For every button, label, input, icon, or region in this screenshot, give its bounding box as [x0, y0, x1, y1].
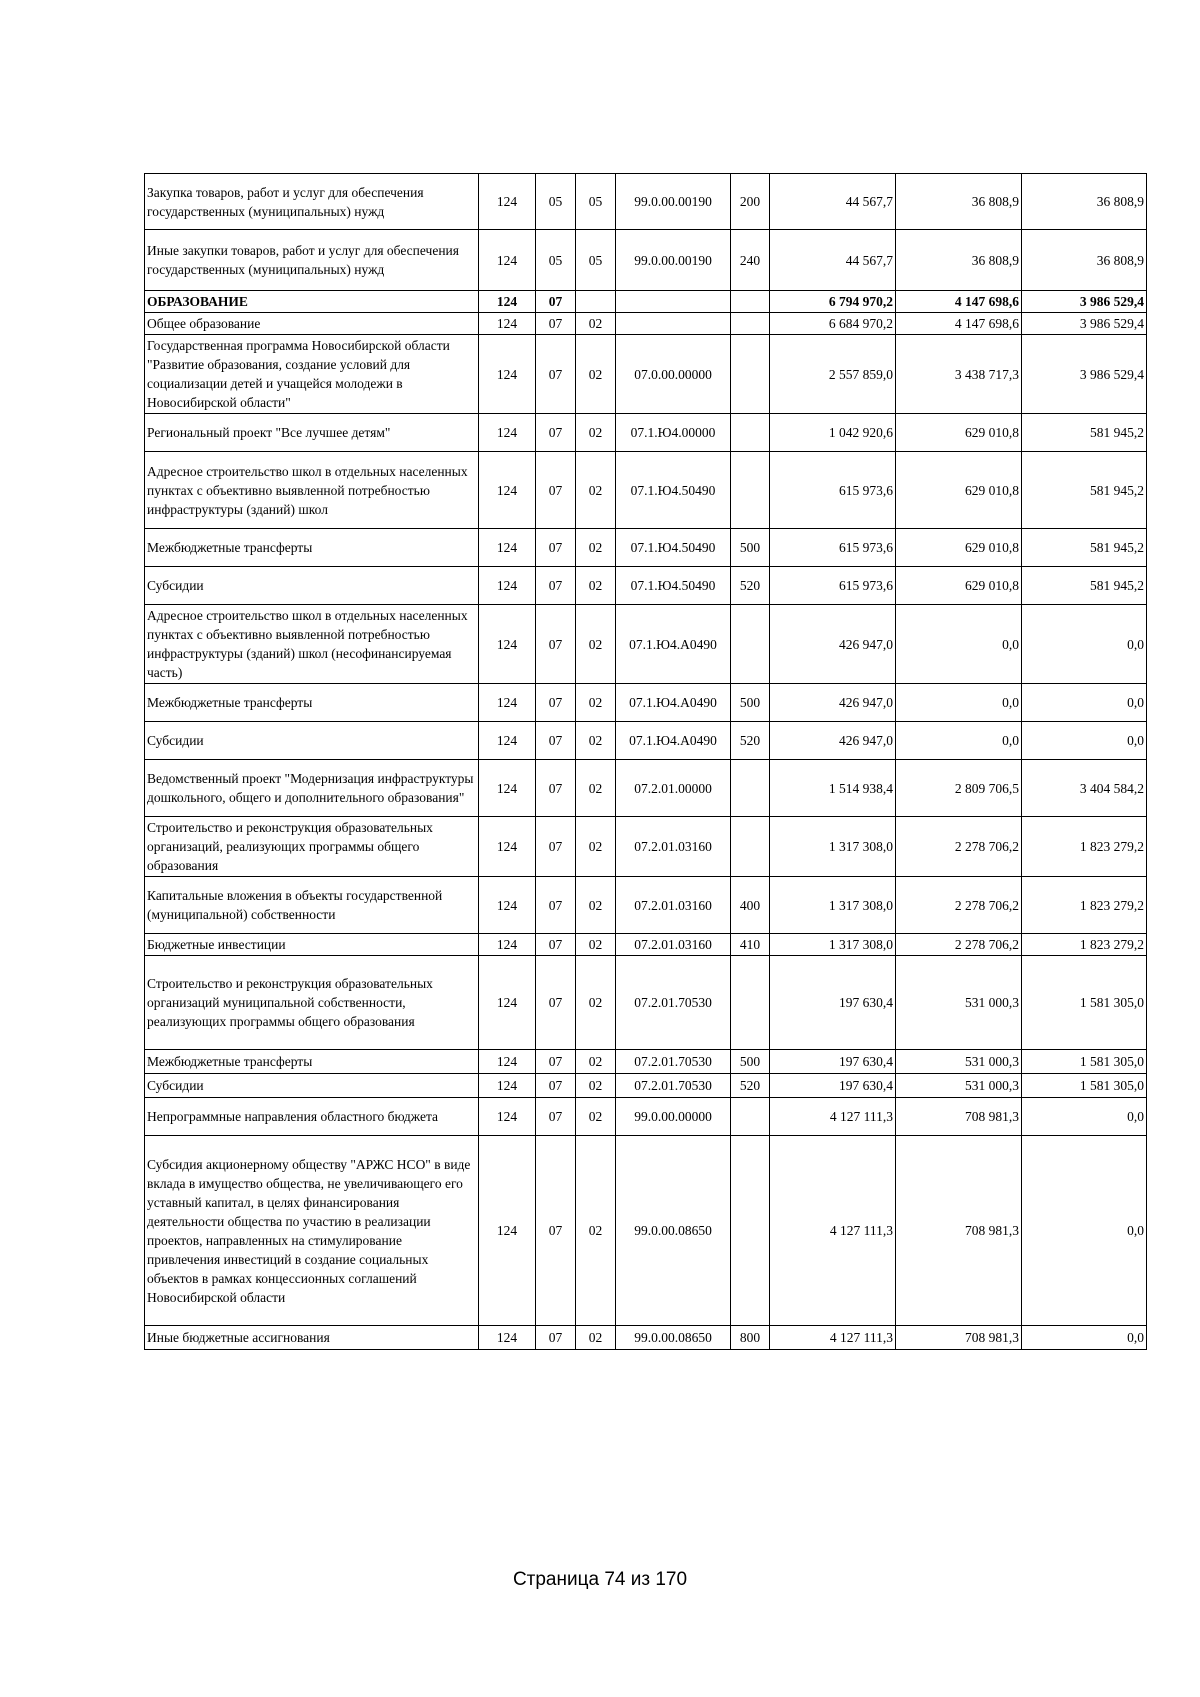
- row-amount-year2: 0,0: [896, 684, 1022, 722]
- row-target-article: 07.2.01.03160: [616, 817, 731, 877]
- row-expense-type: [731, 313, 770, 335]
- row-grbs: 124: [479, 452, 536, 529]
- table-row: [145, 414, 1147, 452]
- row-name: Субсидия акционерному обществу "АРЖС НСО" в виде вклада в имущество общества, не увеличивающего его уставный капитал, в целях финансирования деятельности общества по участию в реализации проектов, направленных на стимулирование привлечения инвестиций в создание социальных объектов в рамках концессионных соглашений Новосибирской области: [145, 1136, 479, 1326]
- row-amount-year3: 0,0: [1022, 722, 1147, 760]
- row-subsection: 02: [576, 760, 616, 817]
- row-amount-year1: 1 042 920,6: [770, 414, 896, 452]
- row-grbs: 124: [479, 291, 536, 313]
- row-expense-type: [731, 414, 770, 452]
- table-body: [145, 174, 1147, 1350]
- row-subsection: 02: [576, 335, 616, 414]
- row-expense-type: [731, 335, 770, 414]
- row-expense-type: [731, 1136, 770, 1326]
- row-name: Строительство и реконструкция образовательных организаций, реализующих программы общего образования: [145, 817, 479, 877]
- row-expense-type: [731, 817, 770, 877]
- row-expense-type: [731, 291, 770, 313]
- row-section: 07: [536, 1326, 576, 1350]
- row-section: 07: [536, 567, 576, 605]
- row-name: Субсидии: [145, 567, 479, 605]
- table-row: [145, 722, 1147, 760]
- row-amount-year1: 4 127 111,3: [770, 1326, 896, 1350]
- row-amount-year1: 615 973,6: [770, 567, 896, 605]
- row-amount-year2: 708 981,3: [896, 1098, 1022, 1136]
- row-grbs: 124: [479, 174, 536, 230]
- row-grbs: 124: [479, 414, 536, 452]
- row-target-article: 07.2.01.70530: [616, 956, 731, 1050]
- table-row: [145, 684, 1147, 722]
- row-section: 07: [536, 1074, 576, 1098]
- row-amount-year2: 531 000,3: [896, 1050, 1022, 1074]
- row-amount-year3: 1 823 279,2: [1022, 877, 1147, 934]
- row-grbs: 124: [479, 1074, 536, 1098]
- row-amount-year3: 36 808,9: [1022, 174, 1147, 230]
- row-amount-year2: 2 278 706,2: [896, 817, 1022, 877]
- row-subsection: 02: [576, 722, 616, 760]
- row-section: 05: [536, 230, 576, 291]
- row-subsection: [576, 291, 616, 313]
- row-amount-year3: 3 404 584,2: [1022, 760, 1147, 817]
- row-name: Непрограммные направления областного бюджета: [145, 1098, 479, 1136]
- row-subsection: 02: [576, 684, 616, 722]
- row-target-article: 99.0.00.08650: [616, 1326, 731, 1350]
- row-amount-year2: 531 000,3: [896, 956, 1022, 1050]
- row-target-article: 07.1.Ю4.00000: [616, 414, 731, 452]
- row-amount-year3: 0,0: [1022, 1326, 1147, 1350]
- row-amount-year3: 581 945,2: [1022, 414, 1147, 452]
- row-section: 07: [536, 1098, 576, 1136]
- row-amount-year3: 3 986 529,4: [1022, 291, 1147, 313]
- row-grbs: 124: [479, 684, 536, 722]
- row-amount-year2: 36 808,9: [896, 174, 1022, 230]
- row-section: 07: [536, 605, 576, 684]
- row-subsection: 02: [576, 934, 616, 956]
- row-amount-year2: 3 438 717,3: [896, 335, 1022, 414]
- row-amount-year1: 197 630,4: [770, 1050, 896, 1074]
- row-grbs: 124: [479, 335, 536, 414]
- table-row: [145, 452, 1147, 529]
- row-amount-year3: 1 581 305,0: [1022, 1074, 1147, 1098]
- row-name: Субсидии: [145, 1074, 479, 1098]
- row-amount-year2: 0,0: [896, 722, 1022, 760]
- row-target-article: 99.0.00.00000: [616, 1098, 731, 1136]
- row-amount-year1: 44 567,7: [770, 230, 896, 291]
- row-amount-year2: 531 000,3: [896, 1074, 1022, 1098]
- table-row: [145, 605, 1147, 684]
- row-section: 07: [536, 1136, 576, 1326]
- row-target-article: 07.1.Ю4.50490: [616, 567, 731, 605]
- row-grbs: 124: [479, 1326, 536, 1350]
- table-row: [145, 567, 1147, 605]
- row-target-article: 07.1.Ю4.50490: [616, 529, 731, 567]
- table-row: [145, 174, 1147, 230]
- row-section: 07: [536, 877, 576, 934]
- row-amount-year2: 2 278 706,2: [896, 877, 1022, 934]
- row-grbs: 124: [479, 1098, 536, 1136]
- table-row: [145, 877, 1147, 934]
- table-row: [145, 1074, 1147, 1098]
- row-target-article: [616, 313, 731, 335]
- row-expense-type: 520: [731, 567, 770, 605]
- row-amount-year3: 581 945,2: [1022, 567, 1147, 605]
- row-amount-year2: 708 981,3: [896, 1136, 1022, 1326]
- row-amount-year2: 2 278 706,2: [896, 934, 1022, 956]
- row-grbs: 124: [479, 817, 536, 877]
- row-section: 07: [536, 722, 576, 760]
- row-amount-year3: 3 986 529,4: [1022, 313, 1147, 335]
- row-target-article: 07.2.01.70530: [616, 1050, 731, 1074]
- row-subsection: 02: [576, 414, 616, 452]
- row-expense-type: 520: [731, 1074, 770, 1098]
- row-expense-type: [731, 1098, 770, 1136]
- row-name: Субсидии: [145, 722, 479, 760]
- row-amount-year1: 426 947,0: [770, 684, 896, 722]
- row-amount-year3: 0,0: [1022, 605, 1147, 684]
- row-name: Бюджетные инвестиции: [145, 934, 479, 956]
- page-number: Страница 74 из 170: [512, 1569, 688, 1590]
- row-amount-year1: 1 317 308,0: [770, 877, 896, 934]
- table-row: [145, 1050, 1147, 1074]
- row-target-article: 07.2.01.00000: [616, 760, 731, 817]
- row-amount-year1: 615 973,6: [770, 529, 896, 567]
- row-grbs: 124: [479, 313, 536, 335]
- budget-table: [144, 173, 1147, 1350]
- row-amount-year3: 0,0: [1022, 1098, 1147, 1136]
- row-amount-year2: 629 010,8: [896, 414, 1022, 452]
- row-grbs: 124: [479, 877, 536, 934]
- row-amount-year3: 1 823 279,2: [1022, 934, 1147, 956]
- row-subsection: 02: [576, 817, 616, 877]
- row-target-article: 07.2.01.70530: [616, 1074, 731, 1098]
- row-amount-year3: 36 808,9: [1022, 230, 1147, 291]
- row-amount-year3: 1 823 279,2: [1022, 817, 1147, 877]
- row-target-article: 07.1.Ю4.А0490: [616, 605, 731, 684]
- row-target-article: 07.0.00.00000: [616, 335, 731, 414]
- row-amount-year2: 2 809 706,5: [896, 760, 1022, 817]
- row-target-article: 07.2.01.03160: [616, 934, 731, 956]
- row-amount-year1: 1 317 308,0: [770, 934, 896, 956]
- row-amount-year1: 197 630,4: [770, 956, 896, 1050]
- row-amount-year3: 0,0: [1022, 684, 1147, 722]
- row-section: 07: [536, 452, 576, 529]
- row-amount-year3: 581 945,2: [1022, 452, 1147, 529]
- row-subsection: 02: [576, 956, 616, 1050]
- row-amount-year2: 629 010,8: [896, 567, 1022, 605]
- row-name: Капитальные вложения в объекты государственной (муниципальной) собственности: [145, 877, 479, 934]
- row-expense-type: 800: [731, 1326, 770, 1350]
- row-amount-year1: 615 973,6: [770, 452, 896, 529]
- row-expense-type: 500: [731, 684, 770, 722]
- row-expense-type: 240: [731, 230, 770, 291]
- row-name: Закупка товаров, работ и услуг для обеспечения государственных (муниципальных) нужд: [145, 174, 479, 230]
- row-name: Адресное строительство школ в отдельных населенных пунктах с объективно выявленной потребностью инфраструктуры (зданий) школ: [145, 452, 479, 529]
- row-name: Общее образование: [145, 313, 479, 335]
- row-amount-year3: 1 581 305,0: [1022, 956, 1147, 1050]
- table-row: [145, 760, 1147, 817]
- row-subsection: 05: [576, 230, 616, 291]
- row-amount-year1: 197 630,4: [770, 1074, 896, 1098]
- row-name: Иные закупки товаров, работ и услуг для обеспечения государственных (муниципальных) нужд: [145, 230, 479, 291]
- row-subsection: 02: [576, 1050, 616, 1074]
- row-section: 07: [536, 934, 576, 956]
- row-expense-type: 400: [731, 877, 770, 934]
- row-amount-year1: 2 557 859,0: [770, 335, 896, 414]
- table-row: [145, 934, 1147, 956]
- row-amount-year2: 708 981,3: [896, 1326, 1022, 1350]
- table-row: [145, 291, 1147, 313]
- row-expense-type: 200: [731, 174, 770, 230]
- row-name: Межбюджетные трансферты: [145, 529, 479, 567]
- row-section: 07: [536, 313, 576, 335]
- row-amount-year1: 426 947,0: [770, 605, 896, 684]
- row-target-article: 99.0.00.08650: [616, 1136, 731, 1326]
- row-section: 07: [536, 956, 576, 1050]
- row-section: 07: [536, 414, 576, 452]
- row-amount-year2: 36 808,9: [896, 230, 1022, 291]
- row-section: 07: [536, 335, 576, 414]
- table-row: [145, 335, 1147, 414]
- row-subsection: 02: [576, 313, 616, 335]
- row-subsection: 02: [576, 1074, 616, 1098]
- row-amount-year2: 629 010,8: [896, 452, 1022, 529]
- row-grbs: 124: [479, 230, 536, 291]
- row-target-article: 07.2.01.03160: [616, 877, 731, 934]
- row-subsection: 02: [576, 452, 616, 529]
- row-subsection: 02: [576, 567, 616, 605]
- row-target-article: 99.0.00.00190: [616, 174, 731, 230]
- row-expense-type: 500: [731, 529, 770, 567]
- row-subsection: 02: [576, 1326, 616, 1350]
- row-name: Межбюджетные трансферты: [145, 684, 479, 722]
- row-grbs: 124: [479, 760, 536, 817]
- row-target-article: 07.1.Ю4.А0490: [616, 722, 731, 760]
- row-subsection: 05: [576, 174, 616, 230]
- row-name: Региональный проект "Все лучшее детям": [145, 414, 479, 452]
- row-amount-year1: 44 567,7: [770, 174, 896, 230]
- row-subsection: 02: [576, 877, 616, 934]
- row-subsection: 02: [576, 605, 616, 684]
- row-section: 05: [536, 174, 576, 230]
- row-name: Межбюджетные трансферты: [145, 1050, 479, 1074]
- row-amount-year3: 1 581 305,0: [1022, 1050, 1147, 1074]
- row-grbs: 124: [479, 1050, 536, 1074]
- row-amount-year1: 426 947,0: [770, 722, 896, 760]
- row-amount-year1: 4 127 111,3: [770, 1136, 896, 1326]
- table-row: [145, 956, 1147, 1050]
- row-amount-year3: 581 945,2: [1022, 529, 1147, 567]
- row-expense-type: [731, 956, 770, 1050]
- row-target-article: 07.1.Ю4.А0490: [616, 684, 731, 722]
- row-target-article: [616, 291, 731, 313]
- row-amount-year2: 0,0: [896, 605, 1022, 684]
- table-row: [145, 1326, 1147, 1350]
- row-amount-year1: 1 514 938,4: [770, 760, 896, 817]
- row-grbs: 124: [479, 1136, 536, 1326]
- row-section: 07: [536, 684, 576, 722]
- row-amount-year1: 6 684 970,2: [770, 313, 896, 335]
- row-amount-year1: 6 794 970,2: [770, 291, 896, 313]
- row-subsection: 02: [576, 1136, 616, 1326]
- table-row: [145, 313, 1147, 335]
- row-grbs: 124: [479, 956, 536, 1050]
- row-amount-year2: 4 147 698,6: [896, 291, 1022, 313]
- row-grbs: 124: [479, 605, 536, 684]
- row-name: ОБРАЗОВАНИЕ: [145, 291, 479, 313]
- row-target-article: 99.0.00.00190: [616, 230, 731, 291]
- row-amount-year2: 4 147 698,6: [896, 313, 1022, 335]
- row-name: Ведомственный проект "Модернизация инфраструктуры дошкольного, общего и дополнительного образования": [145, 760, 479, 817]
- row-subsection: 02: [576, 529, 616, 567]
- table-row: [145, 529, 1147, 567]
- row-grbs: 124: [479, 722, 536, 760]
- row-expense-type: 520: [731, 722, 770, 760]
- row-grbs: 124: [479, 529, 536, 567]
- row-expense-type: [731, 605, 770, 684]
- table-row: [145, 1098, 1147, 1136]
- row-name: Адресное строительство школ в отдельных населенных пунктах с объективно выявленной потребностью инфраструктуры (зданий) школ (несофинансируемая часть): [145, 605, 479, 684]
- row-expense-type: [731, 452, 770, 529]
- row-section: 07: [536, 1050, 576, 1074]
- row-section: 07: [536, 529, 576, 567]
- row-name: Государственная программа Новосибирской области "Развитие образования, создание условий для социализации детей и учащейся молодежи в Новосибирской области": [145, 335, 479, 414]
- row-amount-year3: 3 986 529,4: [1022, 335, 1147, 414]
- row-grbs: 124: [479, 567, 536, 605]
- row-amount-year2: 629 010,8: [896, 529, 1022, 567]
- row-name: Иные бюджетные ассигнования: [145, 1326, 479, 1350]
- row-expense-type: 500: [731, 1050, 770, 1074]
- table-row: [145, 1136, 1147, 1326]
- row-name: Строительство и реконструкция образовательных организаций муниципальной собственности, реализующих программы общего образования: [145, 956, 479, 1050]
- row-subsection: 02: [576, 1098, 616, 1136]
- row-grbs: 124: [479, 934, 536, 956]
- table-row: [145, 230, 1147, 291]
- row-amount-year1: 1 317 308,0: [770, 817, 896, 877]
- row-amount-year1: 4 127 111,3: [770, 1098, 896, 1136]
- row-section: 07: [536, 817, 576, 877]
- table-row: [145, 817, 1147, 877]
- row-target-article: 07.1.Ю4.50490: [616, 452, 731, 529]
- row-expense-type: [731, 760, 770, 817]
- row-expense-type: 410: [731, 934, 770, 956]
- row-amount-year3: 0,0: [1022, 1136, 1147, 1326]
- row-section: 07: [536, 291, 576, 313]
- row-section: 07: [536, 760, 576, 817]
